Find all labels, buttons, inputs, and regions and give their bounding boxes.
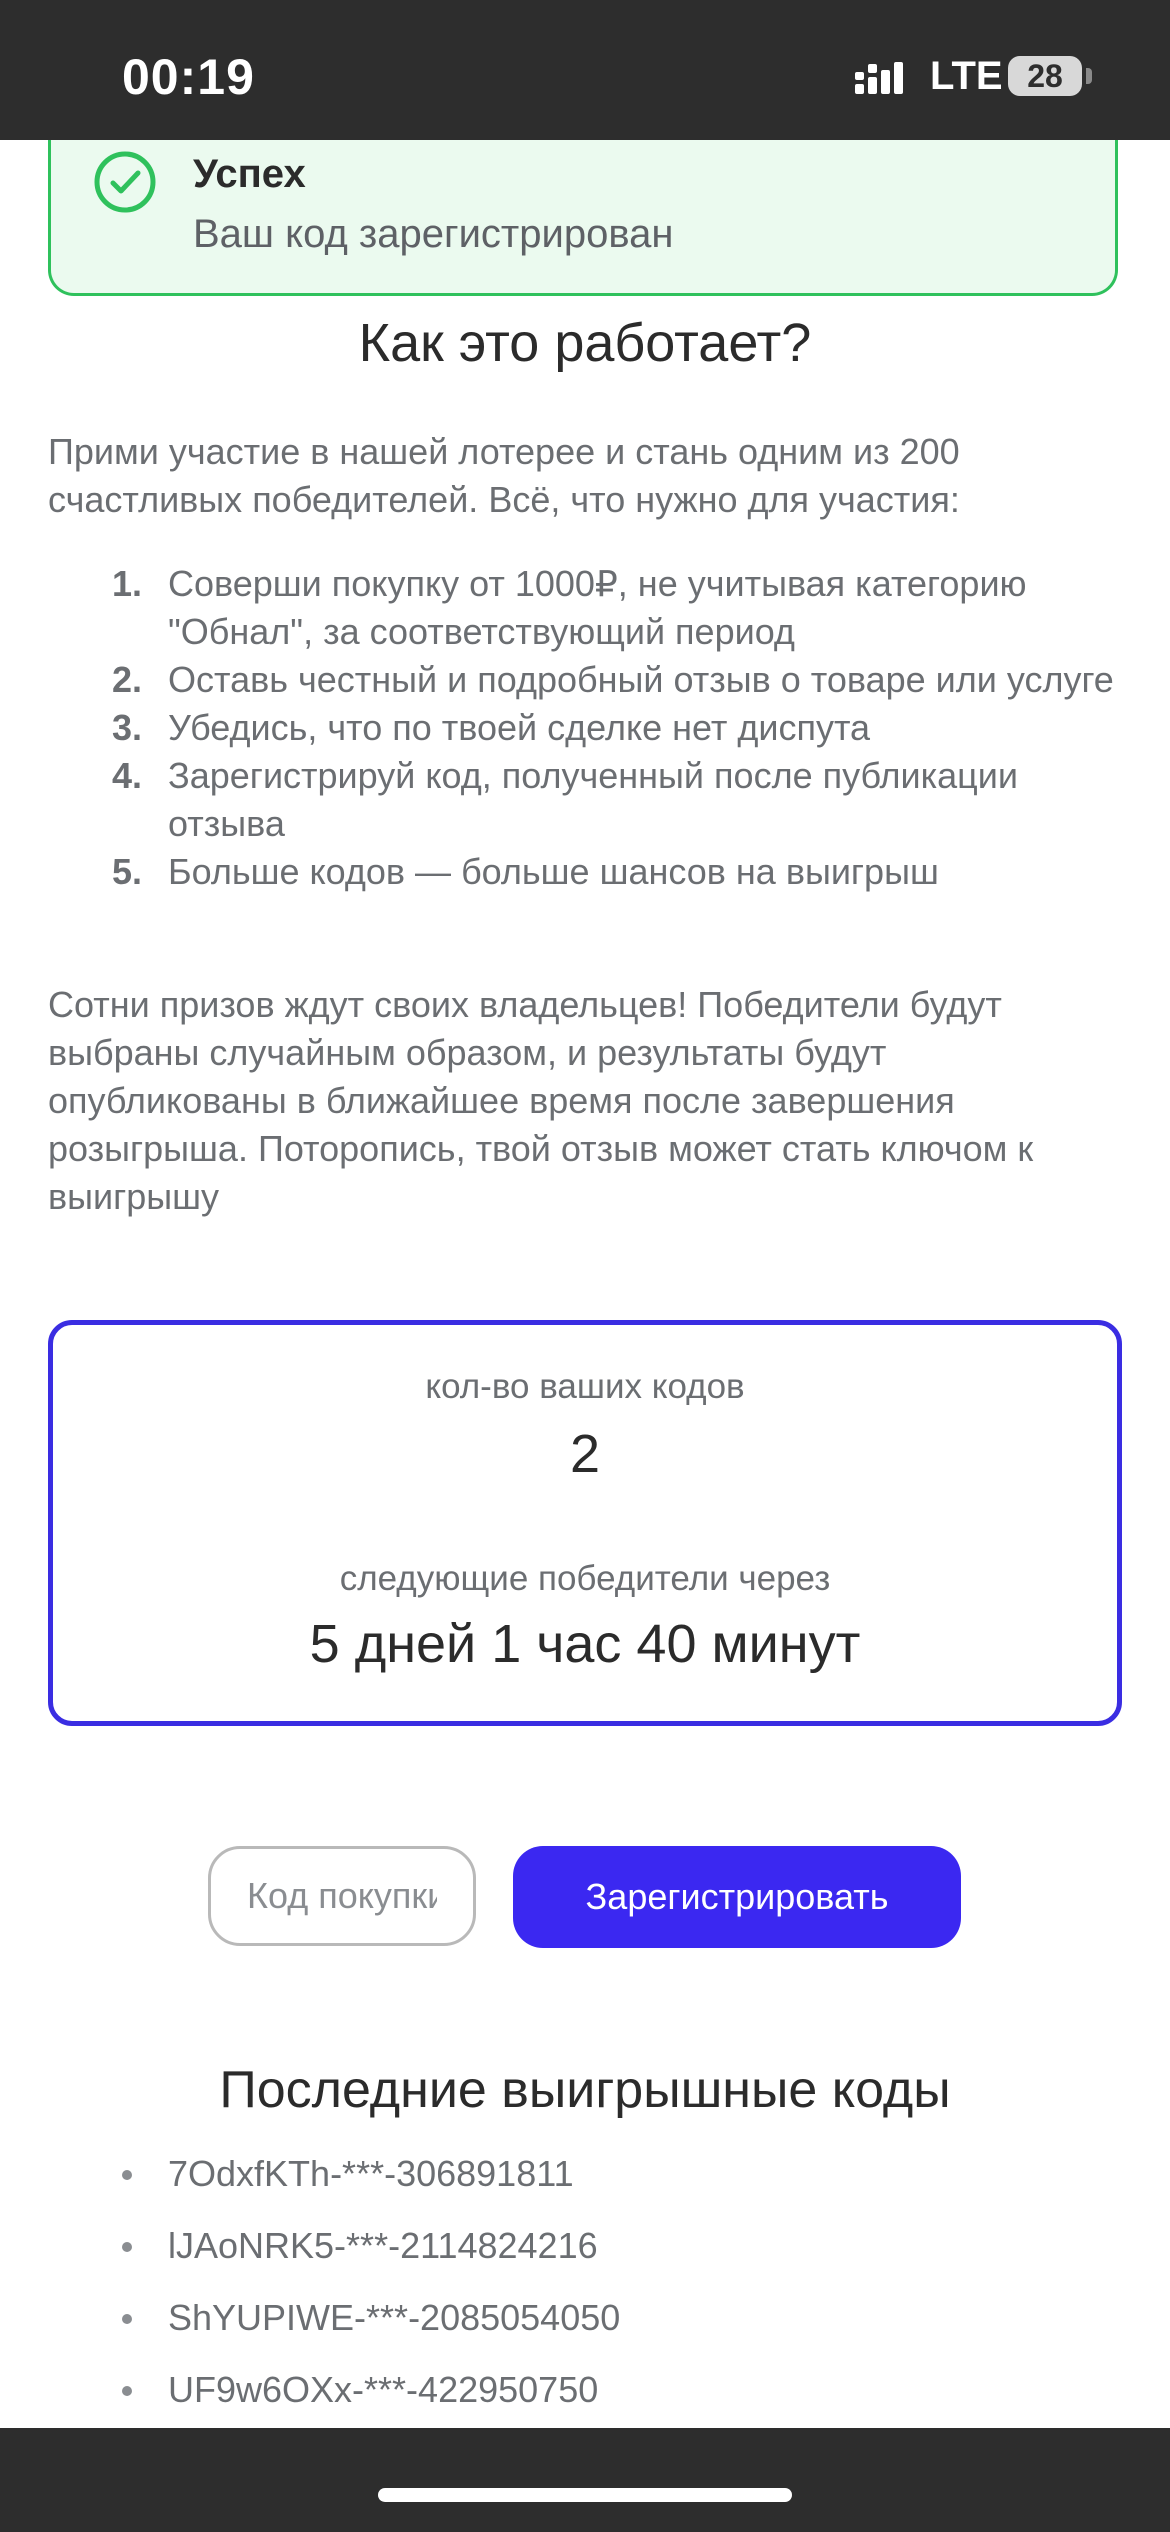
codes-count-label: кол-во ваших кодов xyxy=(425,1367,745,1406)
step-text: Больше кодов — больше шансов на выигрыш xyxy=(168,851,939,892)
battery-icon xyxy=(1008,56,1082,96)
step-item xyxy=(48,560,1128,656)
bullet-icon xyxy=(122,2170,132,2180)
status-bar xyxy=(0,0,1170,140)
winning-code: ShYUPIWE-***-2085054050 xyxy=(168,2297,621,2338)
intro-text: Прими участие в нашей лотерее и стань одним из 200 счастливых победителей. Всё, что нужно для участия: xyxy=(48,431,960,520)
winning-code-item xyxy=(48,2222,620,2294)
bullet-icon xyxy=(122,2386,132,2396)
step-number: 2. xyxy=(112,659,143,700)
winning-code: 7OdxfKTh-***-306891811 xyxy=(168,2153,574,2194)
step-text: Зарегистрируй код, полученный после публикации отзыва xyxy=(168,755,1019,844)
check-circle-icon xyxy=(93,150,157,214)
step-text: Убедись, что по твоей сделке нет диспута xyxy=(168,707,871,748)
home-bar xyxy=(0,2428,1170,2532)
network-type: LTE xyxy=(930,54,1003,98)
step-text: Соверши покупку от 1000₽, не учитывая категорию "Обнал", за соответствующий период xyxy=(168,563,1027,652)
step-item xyxy=(48,848,1128,896)
winning-code: lJAoNRK5-***-2114824216 xyxy=(168,2225,598,2266)
step-item xyxy=(48,656,1128,704)
stats-card xyxy=(48,1320,1122,1726)
bullet-icon xyxy=(122,2314,132,2324)
register-button[interactable]: Зарегистрировать xyxy=(513,1846,961,1948)
toast-message: Ваш код зарегистрирован xyxy=(193,212,674,256)
how-it-works-title: Как это работает? xyxy=(358,313,812,373)
battery-level: 28 xyxy=(1027,58,1063,94)
steps-list xyxy=(48,560,1128,896)
winning-codes-title: Последние выигрышные коды xyxy=(219,2061,951,2119)
purchase-code-input[interactable] xyxy=(208,1846,476,1946)
step-text: Оставь честный и подробный отзыв о товаре или услуге xyxy=(168,659,1114,700)
step-item xyxy=(48,704,1128,752)
codes-count-value: 2 xyxy=(569,1424,601,1484)
step-number: 4. xyxy=(112,755,143,796)
step-number: 1. xyxy=(112,563,143,604)
next-winners-countdown: 5 дней 1 час 40 минут xyxy=(309,1614,861,1674)
cellular-signal-icon xyxy=(855,58,915,98)
winning-code-item xyxy=(48,2294,620,2366)
step-item xyxy=(48,752,1128,848)
winning-code-item xyxy=(48,2150,620,2222)
winning-codes-list xyxy=(48,2150,620,2438)
bullet-icon xyxy=(122,2242,132,2252)
next-winners-label: следующие победители через xyxy=(339,1559,831,1598)
winning-code: UF9w6OXx-***-422950750 xyxy=(168,2369,599,2410)
status-time: 00:19 xyxy=(122,49,255,105)
battery-nub xyxy=(1086,68,1092,84)
step-number: 3. xyxy=(112,707,143,748)
home-indicator[interactable] xyxy=(378,2488,792,2502)
outro-text: Сотни призов ждут своих владельцев! Победители будут выбраны случайным образом, и результаты будут опубликованы в ближайшее время после завершения розыгрыша. Поторопись, твой отзыв может стать ключом к выигрышу xyxy=(48,984,1034,1217)
step-number: 5. xyxy=(112,851,143,892)
toast-title: Успех xyxy=(193,152,306,196)
